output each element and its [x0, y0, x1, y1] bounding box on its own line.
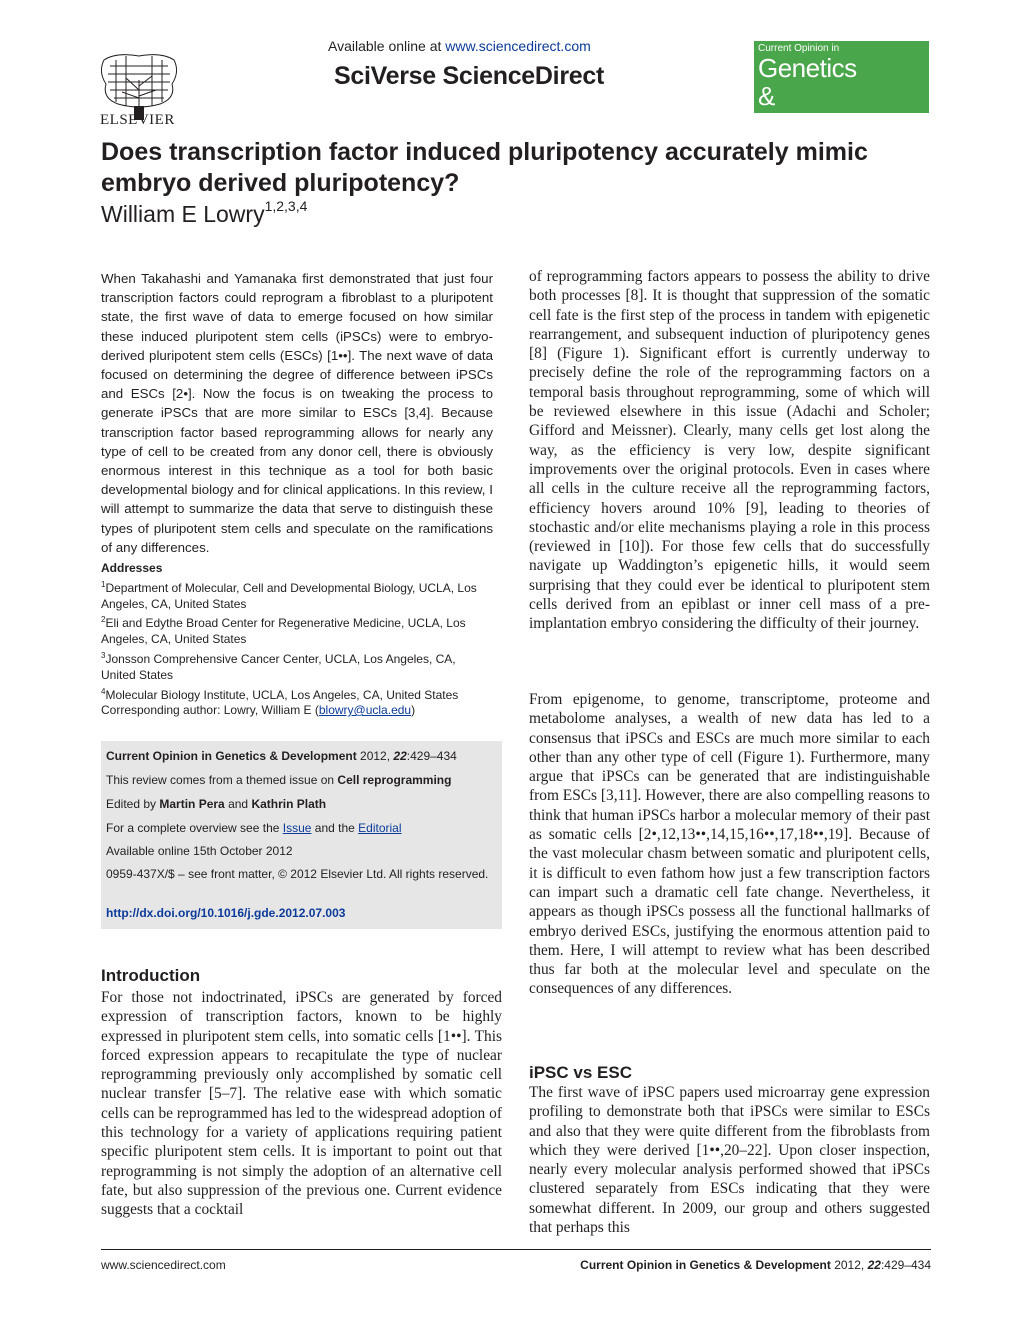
info-doi — [106, 906, 491, 922]
journal-logo-line1: Genetics — [758, 53, 857, 83]
introduction-text: For those not indoctrinated, iPSCs are generated by forced expression of transcription factors, known to be highly expressed in pluripotent stem cells, into somatic cells [1••]. This forced expression appears to recapitulate the type of nuclear reprogramming previously only accomplished by somatic cell nuclear transfer [5–7]. The relative ease with which somatic cells can be reprogrammed has led to the widespread adoption of this technology for a variety of applications requiring patient specific pluripotent stem cells. It is important to point out that reprogramming is not simply the adoption of an alternative cell fate, but also suppression of the previous one. Current evidence suggests that a cocktail — [101, 989, 502, 1219]
addresses — [101, 561, 493, 703]
sciencedirect-link[interactable]: www.sciencedirect.com — [445, 38, 591, 54]
footer-citation: Current Opinion in Genetics & Development 2012, 22:429–434 — [580, 1258, 931, 1272]
info-journal: Current Opinion in Genetics & Development 2012, 22:429–434 — [106, 749, 457, 763]
info-theme: This review comes from a themed issue on Cell reprogramming — [106, 773, 452, 787]
corresponding-author: Corresponding author: Lowry, William E (blowry@ucla.edu) — [101, 703, 416, 717]
introduction-heading: Introduction — [101, 966, 201, 985]
corresponding-email-link[interactable]: blowry@ucla.edu — [318, 703, 412, 717]
addresses-heading: Addresses — [101, 561, 163, 575]
journal-logo-line2: & Development — [758, 81, 906, 142]
address-item: $^2$Eli and Edythe Broad Center for Regenerative Medicine, UCLA, Los Angeles, CA, United States — [101, 615, 466, 647]
address-item: $^4$Molecular Biology Institute, UCLA, Los Angeles, CA, United States — [101, 686, 459, 702]
ipsc-vs-esc-heading: iPSC vs ESC — [529, 1063, 632, 1082]
right-paragraph-1: of reprogramming factors appears to possess the ability to drive both processes [8]. It is thought that suppression of the somatic cell fate is the first step of the process in tandem with epigenetic rearrangement, and subsequent induction of pluripotency genes [8] (Figure 1). Significant effort is currently underway to precisely define the role of the reprogramming factors on a temporal basis throughout reprogramming, some of which will be reviewed elsewhere in this issue (Adachi and Scholer; Gifford and Meissner). Clearly, many cells get lost along the way, as the efficiency is very low, despite significant improvements over the original protocols. Even in cases where all cells in the culture receive all the reprogramming factors, efficiency hovers around 10% [9], leading to theories of stochastic and/or elite mechanisms playing a role in this process (reviewed in [10]). For those few cells that do successfully navigate up Waddington’s epigenetic hills, it would seem surprising that they could ever be identical to pluripotent stem cells derived from an epiblast or inner cell mass of a pre-implantation embryo considering the difficulty of their journey. — [529, 268, 930, 633]
address-item: $^3$Jonsson Comprehensive Cancer Center, UCLA, Los Angeles, CA, United States — [101, 650, 456, 682]
article-info-box — [101, 741, 502, 929]
info-copyright: 0959-437X/$ – see front matter, © 2012 Elsevier Ltd. All rights reserved. — [106, 867, 489, 881]
address-item: $^1$Department of Molecular, Cell and Developmental Biology, UCLA, Los Angeles, CA, United States — [101, 579, 477, 611]
article-title: Does transcription factor induced pluripotency accurately mimic embryo derived pluripotency? — [101, 138, 868, 197]
journal-logo — [754, 41, 929, 142]
journal-logo-small: Current Opinion in — [758, 43, 840, 54]
info-overview: For a complete overview see the Issue and the Editorial — [106, 821, 402, 835]
editorial-link[interactable]: Editorial — [358, 821, 402, 835]
article-author — [101, 198, 307, 228]
footer-url: www.sciencedirect.com — [101, 1258, 226, 1272]
info-editors: Edited by Martin Pera and Kathrin Plath — [106, 797, 327, 811]
ipsc-vs-esc-text: The first wave of iPSC papers used microarray gene expression profiling to demonstrate both that iPSCs were similar to ESCs and also that they were quite different from the fibroblasts from which they were derived [1••,20–22]. Upon closer inspection, nearly every molecular analysis performed showed that iPSCs clustered separately from ESCs indicating that they were somewhat different. In 2009, our group and others suggested that perhaps this — [529, 1084, 930, 1237]
available-prefix: Available online at — [328, 38, 442, 54]
footer-rule — [101, 1249, 931, 1250]
sciverse-sciencedirect-logo: SciVerse ScienceDirect — [334, 62, 604, 90]
info-available-online: Available online 15th October 2012 — [106, 844, 293, 858]
doi-link[interactable]: http://dx.doi.org/10.1016/j.gde.2012.07.003 — [106, 906, 346, 920]
elsevier-wordmark: ELSEVIER — [100, 112, 175, 128]
available-online-line — [328, 38, 591, 54]
issue-link[interactable]: Issue — [282, 821, 312, 835]
abstract: When Takahashi and Yamanaka first demonstrated that just four transcription factors could reprogram a fibroblast to a pluripotent state, the first wave of data to emerge focused on how similar these induced pluripotent stem cells (iPSCs) were to embryo-derived pluripotent stem cells (ESCs) [1••]. The next wave of data focused on determining the degree of difference between iPSCs and ESCs [2•]. Now the focus is on tweaking the process to generate iPSCs that are more similar to ESCs [3,4]. Because transcription factor based reprogramming allows for nearly any type of cell to be created from any donor cell, there is obviously enormous interest in this technique as a tool for both basic developmental biology and for clinical applications. In this review, I will attempt to summarize the data that serve to distinguish these types of pluripotent stem cells and speculate on the ramifications of any differences. — [101, 271, 493, 555]
author-name: William E Lowry — [101, 201, 265, 227]
right-paragraph-2: From epigenome, to genome, transcriptome, proteome and metabolome analyses, a wealth of new data has led to a consensus that iPSCs and ESCs are much more similar to each other than any other type of cell (Figure 1). Furthermore, many argue that iPSCs can be generated that are indistinguishable from ESCs [3,11]. However, there are also compelling reasons to think that human iPSCs harbor a molecular memory of their past as somatic cells [2•,12,13••,14,15,16••,17,18••,19]. Because of the vast molecular chasm between somatic and pluripotent cells, it is difficult to even fathom how just a few transcription factors can impart such a dramatic cell fate change. Nevertheless, it appears as though iPSCs possess all the functional hallmarks of embryo derived ESCs, justifying the enormous attention paid to them. Here, I will attempt to review what has been described thus far both at the molecular level and speculate on the consequences of any differences. — [529, 691, 930, 998]
author-affiliations: 1,2,3,4 — [264, 198, 308, 214]
